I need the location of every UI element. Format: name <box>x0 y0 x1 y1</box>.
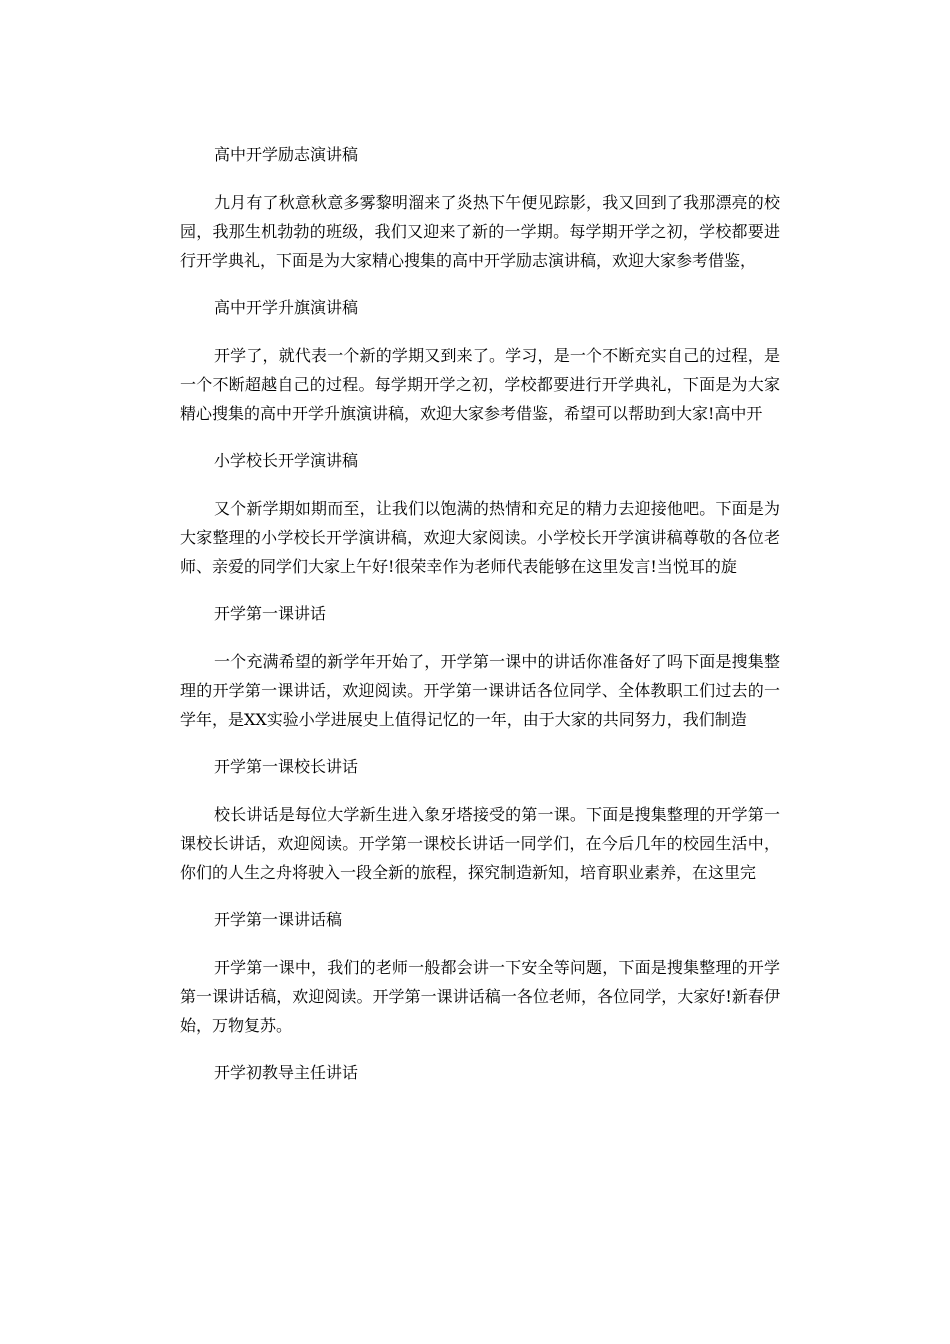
article-title: 开学第一课讲话稿 <box>214 910 343 929</box>
article-title: 开学第一课校长讲话 <box>214 757 359 776</box>
article-section <box>180 601 780 734</box>
article-section <box>180 295 780 428</box>
document-page <box>180 142 780 1086</box>
article-summary: 开学第一课中，我们的老师一般都会讲一下安全等问题，下面是搜集整理的开学第一课讲话稿，欢迎阅读。开学第一课讲话稿一各位老师，各位同学，大家好!新春伊始，万物复苏。 <box>180 958 780 1035</box>
article-section <box>180 448 780 581</box>
article-summary: 九月有了秋意秋意多雾黎明溜来了炎热下午便见踪影，我又回到了我那漂亮的校园，我那生机勃勃的班级，我们又迎来了新的一学期。每学期开学之初，学校都要进行开学典礼，下面是为大家精心搜集的高中开学励志演讲稿，欢迎大家参考借鉴， <box>180 193 780 270</box>
article-section <box>180 1060 780 1086</box>
article-summary: 又个新学期如期而至，让我们以饱满的热情和充足的精力去迎接他吧。下面是为大家整理的小学校长开学演讲稿，欢迎大家阅读。小学校长开学演讲稿尊敬的各位老师、亲爱的同学们大家上午好!很荣幸作为老师代表能够在这里发言!当悦耳的旋 <box>180 499 780 576</box>
article-section <box>180 754 780 887</box>
article-summary: 一个充满希望的新学年开始了，开学第一课中的讲话你准备好了吗下面是搜集整理的开学第一课讲话，欢迎阅读。开学第一课讲话各位同学、全体教职工们过去的一学年，是XX实验小学进展史上值得记忆的一年，由于大家的共同努力，我们制造 <box>180 652 780 729</box>
article-section <box>180 142 780 275</box>
article-title: 开学第一课讲话 <box>214 604 327 623</box>
article-title: 高中开学升旗演讲稿 <box>214 298 359 317</box>
article-section <box>180 907 780 1040</box>
article-title: 开学初教导主任讲话 <box>214 1063 359 1082</box>
article-title: 小学校长开学演讲稿 <box>214 451 359 470</box>
article-summary: 开学了，就代表一个新的学期又到来了。学习，是一个不断充实自己的过程，是一个不断超越自己的过程。每学期开学之初，学校都要进行开学典礼，下面是为大家精心搜集的高中开学升旗演讲稿，欢迎大家参考借鉴，希望可以帮助到大家!高中开 <box>180 346 780 423</box>
article-title: 高中开学励志演讲稿 <box>214 145 359 164</box>
article-summary: 校长讲话是每位大学新生进入象牙塔接受的第一课。下面是搜集整理的开学第一课校长讲话，欢迎阅读。开学第一课校长讲话一同学们，在今后几年的校园生活中，你们的人生之舟将驶入一段全新的旅程，探究制造新知，培育职业素养，在这里完 <box>180 805 780 882</box>
